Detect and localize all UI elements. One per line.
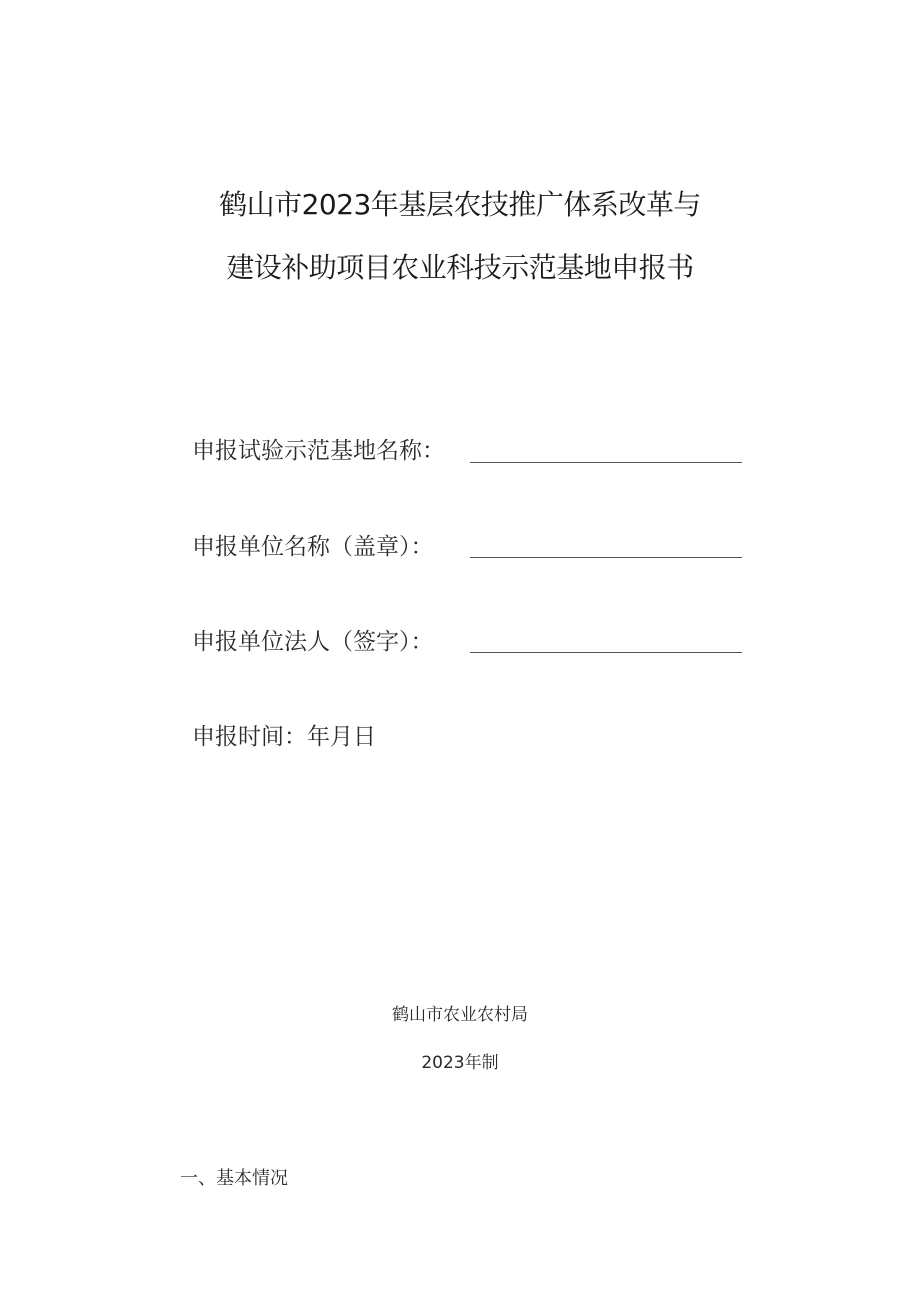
field-label-legal-rep: 申报单位法人（签字）： bbox=[192, 629, 434, 655]
issue-year: 2023年制 bbox=[421, 1053, 499, 1073]
field-label-apply-date: 申报时间：年月日 bbox=[192, 724, 376, 750]
section-heading: 一、基本情况 bbox=[180, 1168, 288, 1189]
field-blank-applicant-org[interactable] bbox=[470, 557, 742, 558]
field-label-applicant-org: 申报单位名称（盖章）： bbox=[192, 534, 434, 560]
document-title-line-2: 建设补助项目农业科技示范基地申报书 bbox=[226, 251, 694, 284]
document-title-line-1: 鹤山市2023年基层农技推广体系改革与 bbox=[219, 188, 701, 221]
field-blank-legal-rep[interactable] bbox=[470, 652, 742, 653]
issuer-name: 鹤山市农业农村局 bbox=[392, 1005, 528, 1025]
field-blank-base-name[interactable] bbox=[470, 462, 742, 463]
field-label-base-name: 申报试验示范基地名称： bbox=[192, 438, 445, 464]
